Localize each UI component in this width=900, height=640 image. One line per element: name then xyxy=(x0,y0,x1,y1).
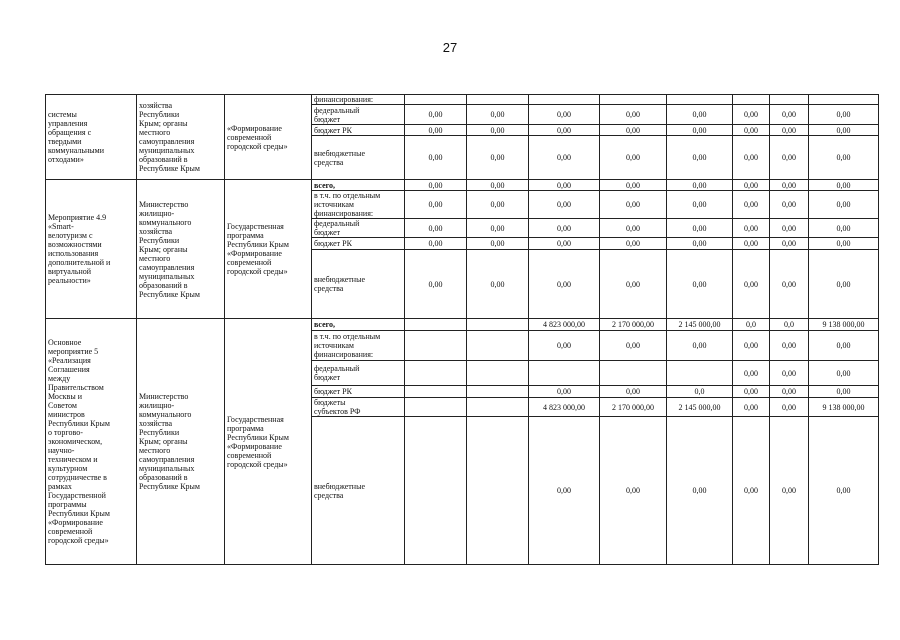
amount-cell: 0,00 xyxy=(809,331,879,361)
amount-cell: 0,00 xyxy=(667,331,733,361)
amount-cell: 0,00 xyxy=(600,191,667,219)
amount-cell: 0,00 xyxy=(733,191,770,219)
amount-cell: 0,00 xyxy=(529,386,600,398)
amount-cell xyxy=(667,95,733,105)
amount-cell: 0,00 xyxy=(667,180,733,191)
amount-cell: 0,00 xyxy=(770,417,809,565)
amount-cell: 0,00 xyxy=(529,125,600,136)
amount-cell: 4 823 000,00 xyxy=(529,398,600,417)
amount-cell: 0,00 xyxy=(809,125,879,136)
funding-source-cell: федеральный бюджет xyxy=(312,105,405,125)
amount-cell xyxy=(467,398,529,417)
amount-cell: 0,00 xyxy=(667,125,733,136)
amount-cell: 0,00 xyxy=(529,250,600,319)
amount-cell: 2 170 000,00 xyxy=(600,398,667,417)
amount-cell: 0,00 xyxy=(733,105,770,125)
funding-source-cell: федеральный бюджет xyxy=(312,219,405,238)
amount-cell xyxy=(467,361,529,386)
amount-cell: 0,00 xyxy=(809,105,879,125)
amount-cell: 0,00 xyxy=(733,398,770,417)
amount-cell xyxy=(529,361,600,386)
amount-cell: 0,00 xyxy=(529,180,600,191)
amount-cell: 0,0 xyxy=(667,386,733,398)
amount-cell: 0,00 xyxy=(600,136,667,180)
amount-cell: 0,00 xyxy=(667,191,733,219)
amount-cell: 0,00 xyxy=(467,180,529,191)
amount-cell xyxy=(529,95,600,105)
amount-cell: 0,00 xyxy=(405,191,467,219)
amount-cell: 0,00 xyxy=(529,105,600,125)
event-description: системы управления обращения с твердыми коммунальными отходами» xyxy=(46,95,137,180)
amount-cell xyxy=(467,319,529,331)
amount-cell: 0,00 xyxy=(667,417,733,565)
amount-cell: 2 170 000,00 xyxy=(600,319,667,331)
amount-cell xyxy=(405,386,467,398)
amount-cell: 0,00 xyxy=(600,250,667,319)
amount-cell: 0,0 xyxy=(770,319,809,331)
amount-cell: 0,00 xyxy=(770,136,809,180)
amount-cell xyxy=(405,95,467,105)
amount-cell: 4 823 000,00 xyxy=(529,319,600,331)
amount-cell: 0,00 xyxy=(770,361,809,386)
budget-table xyxy=(45,94,879,565)
amount-cell: 0,00 xyxy=(770,180,809,191)
page-number: 27 xyxy=(442,40,458,55)
amount-cell: 0,00 xyxy=(733,417,770,565)
amount-cell xyxy=(600,95,667,105)
amount-cell: 0,00 xyxy=(600,180,667,191)
amount-cell: 0,00 xyxy=(405,238,467,250)
amount-cell xyxy=(733,95,770,105)
amount-cell: 0,00 xyxy=(770,105,809,125)
amount-cell: 0,00 xyxy=(770,191,809,219)
amount-cell: 0,00 xyxy=(809,386,879,398)
amount-cell: 2 145 000,00 xyxy=(667,398,733,417)
amount-cell: 0,00 xyxy=(770,125,809,136)
table-row xyxy=(46,95,879,105)
amount-cell: 0,00 xyxy=(405,105,467,125)
amount-cell: 0,00 xyxy=(809,136,879,180)
amount-cell: 0,00 xyxy=(770,238,809,250)
funding-source-cell: внебюджетные средства xyxy=(312,250,405,319)
funding-source-cell: бюджет РК xyxy=(312,125,405,136)
amount-cell: 0,00 xyxy=(600,417,667,565)
funding-source-cell: в т.ч. по отдельным источникам финансирования: xyxy=(312,331,405,361)
amount-cell xyxy=(405,361,467,386)
amount-cell: 0,00 xyxy=(667,238,733,250)
program-cell: Государственная программа Республики Крым «Формирование современной городской среды» xyxy=(225,319,312,565)
amount-cell: 0,00 xyxy=(405,219,467,238)
amount-cell: 0,00 xyxy=(600,238,667,250)
amount-cell: 0,00 xyxy=(770,386,809,398)
amount-cell: 0,00 xyxy=(733,250,770,319)
funding-source-cell: бюджет РК xyxy=(312,238,405,250)
funding-source-cell: всего, xyxy=(312,180,405,191)
amount-cell: 0,00 xyxy=(733,238,770,250)
amount-cell: 0,00 xyxy=(529,191,600,219)
amount-cell xyxy=(467,95,529,105)
amount-cell: 0,00 xyxy=(667,250,733,319)
amount-cell: 0,00 xyxy=(467,136,529,180)
amount-cell: 0,00 xyxy=(733,361,770,386)
amount-cell: 0,00 xyxy=(667,219,733,238)
amount-cell: 0,00 xyxy=(809,238,879,250)
amount-cell: 9 138 000,00 xyxy=(809,398,879,417)
amount-cell: 0,00 xyxy=(467,105,529,125)
amount-cell: 0,00 xyxy=(733,136,770,180)
amount-cell: 0,00 xyxy=(733,219,770,238)
amount-cell: 0,00 xyxy=(770,398,809,417)
amount-cell: 0,00 xyxy=(529,417,600,565)
amount-cell: 0,00 xyxy=(467,125,529,136)
executor-cell: хозяйства Республики Крым; органы местного самоуправления муниципальных образований в Республике Крым xyxy=(137,95,225,180)
amount-cell xyxy=(667,361,733,386)
funding-source-cell: финансирования: xyxy=(312,95,405,105)
amount-cell: 0,00 xyxy=(600,125,667,136)
amount-cell: 0,00 xyxy=(467,250,529,319)
funding-source-cell: бюджеты субъектов РФ xyxy=(312,398,405,417)
amount-cell: 2 145 000,00 xyxy=(667,319,733,331)
amount-cell xyxy=(405,319,467,331)
amount-cell: 0,00 xyxy=(809,250,879,319)
amount-cell: 0,00 xyxy=(770,219,809,238)
program-cell: Государственная программа Республики Крым «Формирование современной городской среды» xyxy=(225,180,312,319)
amount-cell: 0,00 xyxy=(809,361,879,386)
funding-source-cell: федеральный бюджет xyxy=(312,361,405,386)
amount-cell xyxy=(770,95,809,105)
amount-cell: 0,00 xyxy=(770,250,809,319)
amount-cell: 0,00 xyxy=(667,105,733,125)
amount-cell: 0,00 xyxy=(733,331,770,361)
amount-cell: 0,00 xyxy=(733,386,770,398)
amount-cell: 0,00 xyxy=(600,105,667,125)
program-cell: «Формирование современной городской среды» xyxy=(225,95,312,180)
funding-source-cell: внебюджетные средства xyxy=(312,417,405,565)
amount-cell: 0,00 xyxy=(529,331,600,361)
amount-cell: 0,00 xyxy=(467,191,529,219)
event-description: Мероприятие 4.9 «Smart- велотуризм с возможностями использования дополнительной и виртуальной реальности» xyxy=(46,180,137,319)
amount-cell xyxy=(467,417,529,565)
amount-cell: 0,00 xyxy=(809,180,879,191)
amount-cell: 0,00 xyxy=(600,331,667,361)
funding-source-cell: всего, xyxy=(312,319,405,331)
amount-cell: 0,0 xyxy=(733,319,770,331)
amount-cell xyxy=(809,95,879,105)
amount-cell: 0,00 xyxy=(809,417,879,565)
amount-cell: 0,00 xyxy=(733,125,770,136)
amount-cell: 0,00 xyxy=(405,180,467,191)
funding-source-cell: бюджет РК xyxy=(312,386,405,398)
funding-source-cell: внебюджетные средства xyxy=(312,136,405,180)
amount-cell: 0,00 xyxy=(733,180,770,191)
funding-source-cell: в т.ч. по отдельным источникам финансирования: xyxy=(312,191,405,219)
amount-cell: 0,00 xyxy=(467,238,529,250)
executor-cell: Министерство жилищно- коммунального хозяйства Республики Крым; органы местного самоуправления муниципальных образований в Республике Крым xyxy=(137,319,225,565)
amount-cell: 0,00 xyxy=(529,219,600,238)
amount-cell xyxy=(405,331,467,361)
amount-cell: 9 138 000,00 xyxy=(809,319,879,331)
amount-cell xyxy=(467,331,529,361)
table-row xyxy=(46,180,879,191)
executor-cell: Министерство жилищно- коммунального хозяйства Республики Крым; органы местного самоуправления муниципальных образований в Республике Крым xyxy=(137,180,225,319)
amount-cell: 0,00 xyxy=(809,191,879,219)
event-description: Основное мероприятие 5 «Реализация Соглашения между Правительством Москвы и Советом министров Республики Крым о торгово- экономическом, научно- техническом и культурном сотрудничестве в рамках Государственной программы Республики Крым «Формирование современной городской среды» xyxy=(46,319,137,565)
amount-cell: 0,00 xyxy=(600,386,667,398)
amount-cell: 0,00 xyxy=(405,250,467,319)
amount-cell: 0,00 xyxy=(667,136,733,180)
amount-cell: 0,00 xyxy=(770,331,809,361)
amount-cell: 0,00 xyxy=(809,219,879,238)
amount-cell xyxy=(467,386,529,398)
amount-cell xyxy=(405,398,467,417)
table-row xyxy=(46,319,879,331)
amount-cell: 0,00 xyxy=(529,238,600,250)
amount-cell: 0,00 xyxy=(405,136,467,180)
budget-table-body xyxy=(46,95,879,565)
amount-cell: 0,00 xyxy=(467,219,529,238)
amount-cell xyxy=(600,361,667,386)
amount-cell: 0,00 xyxy=(405,125,467,136)
amount-cell: 0,00 xyxy=(529,136,600,180)
amount-cell: 0,00 xyxy=(600,219,667,238)
amount-cell xyxy=(405,417,467,565)
